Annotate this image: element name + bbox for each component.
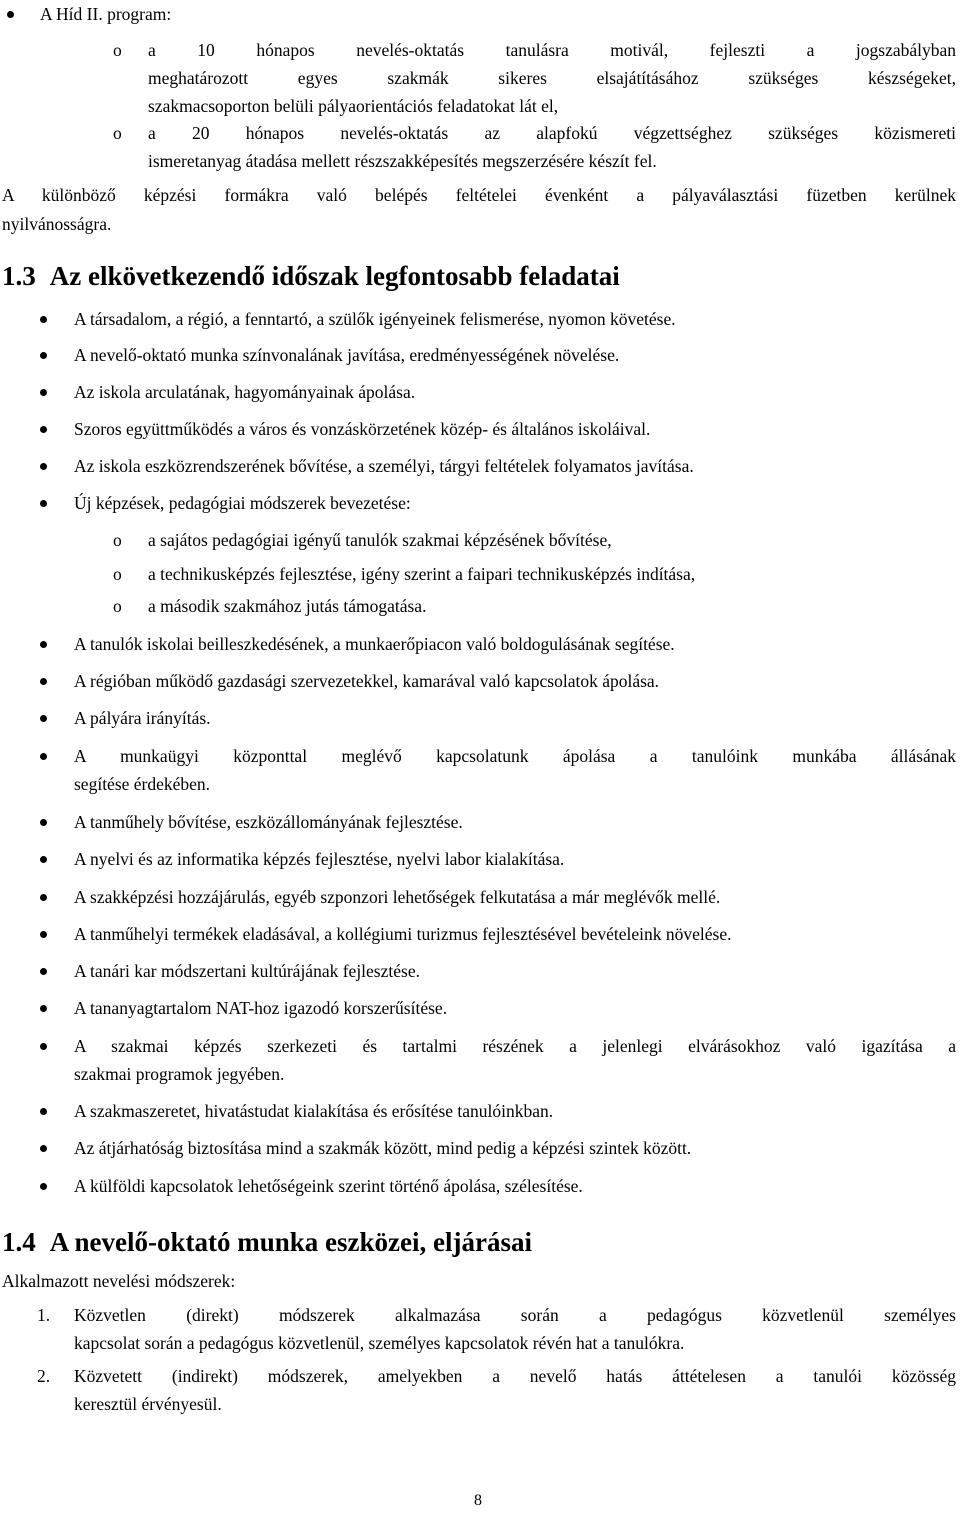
- bullet-icon: [40, 856, 47, 863]
- bullet-icon: [40, 463, 47, 470]
- program-item-line: a 20 hónapos nevelés-oktatás az alapfokú végzettséghez szükséges közismereti: [148, 123, 956, 143]
- bullet-icon: [40, 968, 47, 975]
- bullet-icon: [7, 11, 14, 18]
- program-item-line: szakmacsoporton belüli pályaorientációs feladatokat lát el,: [148, 96, 559, 116]
- sub-bullet-icon: o: [113, 123, 122, 143]
- sub-bullet-icon: o: [113, 564, 122, 584]
- sub-bullet-icon: o: [113, 596, 122, 616]
- numbered-item-line: keresztül érvényesül.: [74, 1394, 222, 1414]
- bullet-icon: [40, 1183, 47, 1190]
- bullet-icon: [40, 1005, 47, 1012]
- sub-list-item: a második szakmához jutás támogatása.: [148, 596, 427, 616]
- list-item: A nevelő-oktató munka színvonalának javítása, eredményességének növelése.: [74, 345, 620, 365]
- bullet-icon: [40, 1145, 47, 1152]
- list-item-line: A szakmai képzés szerkezeti és tartalmi részének a jelenlegi elvárásokhoz való igazítása a: [74, 1036, 956, 1056]
- intro-paragraph-line: nyilvánosságra.: [2, 214, 112, 234]
- program-item-line: ismeretanyag átadása mellett részszakképesítés megszerzésére készít fel.: [148, 151, 657, 171]
- list-item: A tananyagtartalom NAT-hoz igazodó korszerűsítése.: [74, 998, 448, 1018]
- bullet-icon: [40, 931, 47, 938]
- bullet-icon: [40, 426, 47, 433]
- sub-bullet-icon: o: [113, 530, 122, 550]
- list-item: A társadalom, a régió, a fenntartó, a szülők igényeinek felismerése, nyomon követése.: [74, 309, 676, 329]
- bullet-icon: [40, 678, 47, 685]
- list-item: A pályára irányítás.: [74, 708, 211, 728]
- section-title: Az elkövetkezendő időszak legfontosabb feladatai: [49, 261, 620, 291]
- list-item: A nyelvi és az informatika képzés fejlesztése, nyelvi labor kialakítása.: [74, 849, 565, 869]
- section-heading-1-3: [2, 259, 620, 293]
- section-number: 1.4: [2, 1227, 36, 1257]
- list-item: A szakmaszeretet, hivatástudat kialakítása és erősítése tanulóinkban.: [74, 1101, 554, 1121]
- list-item: Új képzések, pedagógiai módszerek bevezetése:: [74, 493, 411, 513]
- intro-paragraph-line: A különböző képzési formákra való belépés feltételei évenként a pályaválasztási füzetben kerülnek: [2, 185, 956, 205]
- list-item: Az átjárhatóság biztosítása mind a szakmák között, mind pedig a képzési szintek között.: [74, 1138, 692, 1158]
- bullet-icon: [40, 894, 47, 901]
- page-number: 8: [474, 1492, 482, 1509]
- methods-intro: Alkalmazott nevelési módszerek:: [2, 1271, 236, 1291]
- list-item-line: szakmai programok jegyében.: [74, 1064, 285, 1084]
- list-item: A szakképzési hozzájárulás, egyéb szponzori lehetőségek felkutatása a már meglévők mellé.: [74, 887, 721, 907]
- numbered-item-line: Közvetett (indirekt) módszerek, amelyekben a nevelő hatás áttételesen a tanulói közösség: [74, 1366, 956, 1386]
- bullet-icon: [40, 1043, 47, 1050]
- bullet-icon: [40, 500, 47, 507]
- bullet-icon: [40, 316, 47, 323]
- program-item-line: a 10 hónapos nevelés-oktatás tanulásra motivál, fejleszti a jogszabályban: [148, 40, 956, 60]
- section-title: A nevelő-oktató munka eszközei, eljárásai: [49, 1227, 532, 1257]
- list-item: Szoros együttműködés a város és vonzáskörzetének közép- és általános iskoláival.: [74, 419, 651, 439]
- list-item: A tanműhely bővítése, eszközállományának fejlesztése.: [74, 812, 463, 832]
- program-item-line: meghatározott egyes szakmák sikeres elsajátításához szükséges készségeket,: [148, 68, 956, 88]
- list-item-line: segítése érdekében.: [74, 774, 211, 794]
- section-heading-1-4: [2, 1225, 532, 1259]
- numbered-item-line: Közvetlen (direkt) módszerek alkalmazása során a pedagógus közvetlenül személyes: [74, 1305, 956, 1325]
- bullet-icon: [40, 389, 47, 396]
- list-number: 1.: [37, 1305, 51, 1325]
- sub-list-item: a sajátos pedagógiai igényű tanulók szakmai képzésének bővítése,: [148, 530, 612, 550]
- sub-bullet-icon: o: [113, 40, 122, 60]
- bullet-icon: [40, 641, 47, 648]
- list-item: Az iskola arculatának, hagyományainak ápolása.: [74, 382, 416, 402]
- bullet-icon: [40, 715, 47, 722]
- program-title: A Híd II. program:: [40, 4, 172, 24]
- list-item: A régióban működő gazdasági szervezetekkel, kamarával való kapcsolatok ápolása.: [74, 671, 660, 691]
- bullet-icon: [40, 753, 47, 760]
- list-item: A tanulók iskolai beilleszkedésének, a munkaerőpiacon való boldogulásának segítése.: [74, 634, 675, 654]
- sub-list-item: a technikusképzés fejlesztése, igény szerint a faipari technikusképzés indítása,: [148, 564, 696, 584]
- list-item: Az iskola eszközrendszerének bővítése, a személyi, tárgyi feltételek folyamatos javítása.: [74, 456, 694, 476]
- list-item-line: A munkaügyi központtal meglévő kapcsolatunk ápolása a tanulóink munkába állásának: [74, 746, 956, 766]
- list-item: A tanműhelyi termékek eladásával, a kollégiumi turizmus fejlesztésével bevételeink növelése.: [74, 924, 732, 944]
- list-item: A tanári kar módszertani kultúrájának fejlesztése.: [74, 961, 420, 981]
- numbered-item-line: kapcsolat során a pedagógus közvetlenül, személyes kapcsolatok révén hat a tanulókra.: [74, 1333, 685, 1353]
- section-number: 1.3: [2, 261, 36, 291]
- bullet-icon: [40, 352, 47, 359]
- bullet-icon: [40, 1108, 47, 1115]
- list-item: A külföldi kapcsolatok lehetőségeink szerint történő ápolása, szélesítése.: [74, 1176, 583, 1196]
- list-number: 2.: [37, 1366, 51, 1386]
- bullet-icon: [40, 819, 47, 826]
